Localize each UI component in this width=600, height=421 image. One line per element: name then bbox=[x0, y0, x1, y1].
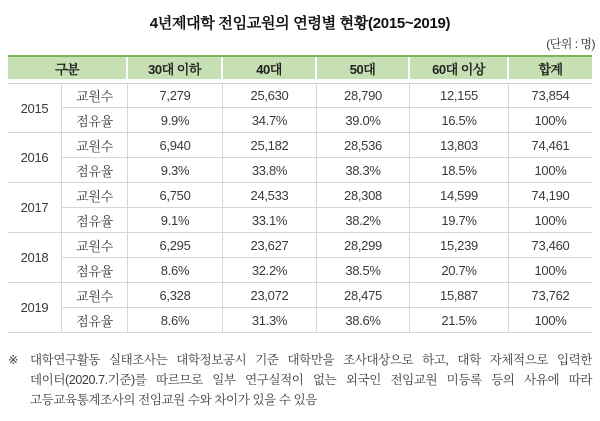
value-cell: 6,328 bbox=[128, 283, 223, 308]
value-cell: 32.2% bbox=[223, 258, 317, 283]
row-label-share: 점유율 bbox=[62, 308, 128, 333]
value-cell: 38.3% bbox=[317, 158, 410, 183]
value-cell: 34.7% bbox=[223, 108, 317, 133]
value-cell: 8.6% bbox=[128, 258, 223, 283]
value-cell: 100% bbox=[509, 308, 592, 333]
row-label-count: 교원수 bbox=[62, 283, 128, 308]
value-cell: 31.3% bbox=[223, 308, 317, 333]
table-row-2017-count bbox=[8, 183, 592, 208]
value-cell: 9.1% bbox=[128, 208, 223, 233]
header-cell-40s: 40대 bbox=[223, 57, 317, 83]
row-label-share: 점유율 bbox=[62, 108, 128, 133]
year-cell: 2017 bbox=[8, 183, 62, 233]
value-cell: 38.6% bbox=[317, 308, 410, 333]
value-cell: 39.0% bbox=[317, 108, 410, 133]
table-row-2018-share bbox=[8, 258, 592, 283]
table-row-2015-share bbox=[8, 108, 592, 133]
value-cell: 38.2% bbox=[317, 208, 410, 233]
value-cell: 28,308 bbox=[317, 183, 410, 208]
header-row bbox=[8, 57, 592, 83]
value-cell: 23,072 bbox=[223, 283, 317, 308]
table-row-2015-count bbox=[8, 83, 592, 108]
row-label-count: 교원수 bbox=[62, 183, 128, 208]
table-row-2016-share bbox=[8, 158, 592, 183]
value-cell: 73,460 bbox=[509, 233, 592, 258]
value-cell: 20.7% bbox=[410, 258, 509, 283]
value-cell: 18.5% bbox=[410, 158, 509, 183]
value-cell: 28,299 bbox=[317, 233, 410, 258]
value-cell: 100% bbox=[509, 208, 592, 233]
value-cell: 12,155 bbox=[410, 83, 509, 108]
footnote-text bbox=[30, 350, 592, 410]
value-cell: 25,630 bbox=[223, 83, 317, 108]
value-cell: 28,475 bbox=[317, 283, 410, 308]
unit-label: (단위 : 명) bbox=[546, 37, 595, 51]
year-cell: 2019 bbox=[8, 283, 62, 333]
value-cell: 6,940 bbox=[128, 133, 223, 158]
table-row-2016-count bbox=[8, 133, 592, 158]
row-label-share: 점유율 bbox=[62, 208, 128, 233]
row-label-count: 교원수 bbox=[62, 83, 128, 108]
value-cell: 100% bbox=[509, 108, 592, 133]
footnote-line-1: 대학연구활동 실태조사는 대학정보공시 기준 대학만을 조사대상으로 하고, 대학 자체적으로 입력한 bbox=[30, 353, 592, 367]
value-cell: 24,533 bbox=[223, 183, 317, 208]
value-cell: 28,790 bbox=[317, 83, 410, 108]
value-cell: 7,279 bbox=[128, 83, 223, 108]
value-cell: 15,239 bbox=[410, 233, 509, 258]
page-title: 4년제대학 전임교원의 연령별 현황(2015~2019) bbox=[149, 15, 451, 32]
year-cell: 2016 bbox=[8, 133, 62, 183]
table-row-2018-count bbox=[8, 233, 592, 258]
year-cell: 2018 bbox=[8, 233, 62, 283]
value-cell: 15,887 bbox=[410, 283, 509, 308]
row-label-share: 점유율 bbox=[62, 258, 128, 283]
value-cell: 74,461 bbox=[509, 133, 592, 158]
value-cell: 28,536 bbox=[317, 133, 410, 158]
value-cell: 16.5% bbox=[410, 108, 509, 133]
row-label-count: 교원수 bbox=[62, 233, 128, 258]
header-cell-total: 합계 bbox=[509, 57, 592, 83]
table-row-2019-count bbox=[8, 283, 592, 308]
value-cell: 6,750 bbox=[128, 183, 223, 208]
value-cell: 8.6% bbox=[128, 308, 223, 333]
value-cell: 9.3% bbox=[128, 158, 223, 183]
value-cell: 74,190 bbox=[509, 183, 592, 208]
value-cell: 23,627 bbox=[223, 233, 317, 258]
faculty-age-table bbox=[8, 55, 592, 333]
value-cell: 21.5% bbox=[410, 308, 509, 333]
value-cell: 100% bbox=[509, 158, 592, 183]
value-cell: 73,854 bbox=[509, 83, 592, 108]
value-cell: 38.5% bbox=[317, 258, 410, 283]
value-cell: 19.7% bbox=[410, 208, 509, 233]
row-label-count: 교원수 bbox=[62, 133, 128, 158]
value-cell: 33.8% bbox=[223, 158, 317, 183]
header-cell-50s: 50대 bbox=[317, 57, 410, 83]
table-row-2017-share bbox=[8, 208, 592, 233]
value-cell: 9.9% bbox=[128, 108, 223, 133]
value-cell: 13,803 bbox=[410, 133, 509, 158]
value-cell: 6,295 bbox=[128, 233, 223, 258]
footnote-marker: ※ bbox=[8, 353, 19, 367]
value-cell: 100% bbox=[509, 258, 592, 283]
header-cell-category: 구분 bbox=[8, 57, 128, 83]
header-cell-60s-plus: 60대 이상 bbox=[410, 57, 509, 83]
header-cell-under-30s: 30대 이하 bbox=[128, 57, 223, 83]
value-cell: 33.1% bbox=[223, 208, 317, 233]
table-row-2019-share bbox=[8, 308, 592, 333]
year-cell: 2015 bbox=[8, 83, 62, 133]
value-cell: 73,762 bbox=[509, 283, 592, 308]
footnote-line-2: 데이터(2020.7.기준)를 따르므로 일부 연구실적이 없는 외국인 전임교원 미등록 등의 사유에 따라 bbox=[30, 373, 592, 387]
footnote-line-3: 고등교육통계조사의 전임교원 수와 차이가 있을 수 있음 bbox=[30, 393, 317, 407]
footnote bbox=[8, 350, 592, 410]
value-cell: 25,182 bbox=[223, 133, 317, 158]
row-label-share: 점유율 bbox=[62, 158, 128, 183]
value-cell: 14,599 bbox=[410, 183, 509, 208]
